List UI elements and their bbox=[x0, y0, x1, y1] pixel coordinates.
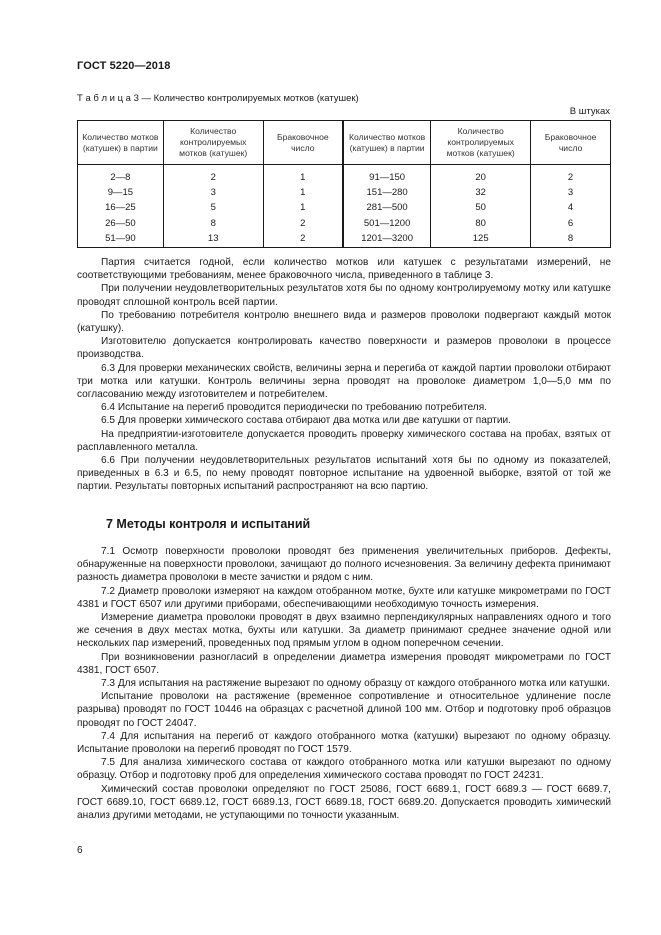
table-row bbox=[78, 200, 611, 215]
paragraph: 7.3 Для испытания на растяжение вырезают по одному образцу от каждого отобранного мотка или катушки. bbox=[101, 678, 610, 690]
table-cell: 281—500 bbox=[343, 200, 431, 215]
table-cell: 151—280 bbox=[343, 185, 431, 200]
column-header: Количество контролируемых мотков (катушек) bbox=[163, 121, 263, 165]
table-cell: 8 bbox=[163, 216, 263, 231]
table-row bbox=[78, 231, 611, 248]
table-cell: 501—1200 bbox=[343, 216, 431, 231]
paragraph: Испытание проволоки на растяжение (временное сопротивление и относительное удлинение после разрыва) проводят по ГОСТ 10446 на образцах с расчетной длиной 100 мм. Отбор и подготовку проб образцов проводят по ГОСТ 24047. bbox=[77, 691, 611, 729]
table-units: В штуках bbox=[569, 106, 610, 117]
table-header-row bbox=[78, 121, 611, 165]
table-cell: 16—25 bbox=[78, 200, 164, 215]
control-table bbox=[77, 120, 611, 248]
table-cell: 32 bbox=[431, 185, 531, 200]
table-cell: 1201—3200 bbox=[343, 231, 431, 248]
paragraph: Измерение диаметра проволоки проводят в двух взаимно перпендикулярных направлениях одного и того же сечения в двух местах мотка, бухты или катушки. За диаметр принимают среднее значение одной или нескольких пар измерений, проведенных под прямым углом в одном поперечном сечении. bbox=[77, 612, 611, 650]
table-cell: 8 bbox=[531, 231, 611, 248]
table-cell: 80 bbox=[431, 216, 531, 231]
table-cell: 2 bbox=[163, 165, 263, 186]
table-cell: 2—8 bbox=[78, 165, 164, 186]
table-cell: 4 bbox=[531, 200, 611, 215]
table-row bbox=[78, 185, 611, 200]
page-number: 6 bbox=[77, 845, 83, 856]
column-header: Количество мотков (катушек) в партии bbox=[343, 121, 431, 165]
table-cell: 9—15 bbox=[78, 185, 164, 200]
table-cell: 6 bbox=[531, 216, 611, 231]
table-cell: 51—90 bbox=[78, 231, 164, 248]
table-cell: 125 bbox=[431, 231, 531, 248]
table-cell: 5 bbox=[163, 200, 263, 215]
paragraph: 7.5 Для анализа химического состава от каждого отобранного мотка или катушки вырезают по одному образцу. Отбор и подготовку проб для определения химического состава проводят по ГОСТ 24231. bbox=[77, 757, 611, 782]
table-cell: 1 bbox=[263, 200, 343, 215]
table-caption: Т а б л и ц а 3 — Количество контролируемых мотков (катушек) bbox=[77, 93, 359, 104]
table-cell: 50 bbox=[431, 200, 531, 215]
table-cell: 91—150 bbox=[343, 165, 431, 186]
column-header: Браковочное число bbox=[531, 121, 611, 165]
table-row bbox=[78, 165, 611, 186]
paragraph: По требованию потребителя контролю внешнего вида и размеров проволоки подвергают каждый моток (катушку). bbox=[77, 309, 611, 335]
table-cell: 3 bbox=[163, 185, 263, 200]
body-text-block-a bbox=[77, 256, 611, 494]
document-header: ГОСТ 5220—2018 bbox=[77, 60, 171, 72]
table-cell: 20 bbox=[431, 165, 531, 186]
paragraph: 7.4 Для испытания на перегиб от каждого отобранного мотка (катушки) вырезают по одному образцу. Испытание проволоки на перегиб проводят по ГОСТ 1579. bbox=[77, 730, 611, 756]
body-text-block-b bbox=[77, 545, 611, 822]
paragraph: Химический состав проволоки определяют по ГОСТ 25086, ГОСТ 6689.1, ГОСТ 6689.3 — ГОСТ 6689.7, ГОСТ 6689.10, ГОСТ 6689.12, ГОСТ 6689.13, ГОСТ 6689.18, ГОСТ 6689.20. Допускается проводить химический анализ другими методами, не уступающими по точности указанным. bbox=[77, 783, 611, 822]
table-cell: 13 bbox=[163, 231, 263, 248]
paragraph: 7.1 Осмотр поверхности проволоки проводят без применения увеличительных приборов. Дефекты, обнаруженные на поверхности проволоки, зачищают до полного исчезновения. За величину дефекта принимают разность диаметра проволоки в месте зачистки и рядом с ним. bbox=[77, 546, 611, 584]
paragraph: При получении неудовлетворительных результатов хотя бы по одному контролируемому мотку или катушке проводят сплошной контроль всей партии. bbox=[77, 283, 611, 308]
paragraph: Изготовителю допускается контролировать качество поверхности и размеров проволоки в процессе производства. bbox=[77, 336, 611, 361]
table-cell: 2 bbox=[263, 231, 343, 248]
paragraph: 6.3 Для проверки механических свойств, величины зерна и перегиба от каждой партии проволоки отбирают три мотка или катушки. Контроль величины зерна проводят на проволоке диаметром 1,0—5,0 мм по согласованию между изготовителем и потребителем. bbox=[77, 362, 611, 401]
paragraph: На предприятии-изготовителе допускается проводить проверку химического состава на пробах, взятых от расплавленного металла. bbox=[77, 428, 611, 453]
table-cell: 2 bbox=[531, 165, 611, 186]
table-cell: 26—50 bbox=[78, 216, 164, 231]
paragraph: 6.5 Для проверки химического состава отбирают два мотка или две катушки от партии. bbox=[101, 415, 511, 427]
column-header: Количество контролируемых мотков (катушек) bbox=[431, 121, 531, 165]
paragraph: При возникновении разногласий в определении диаметра измерения проводят микрометрами по ГОСТ 4381, ГОСТ 6507. bbox=[77, 651, 611, 676]
paragraph: 6.4 Испытание на перегиб проводится периодически по требованию потребителя. bbox=[101, 402, 487, 414]
section-title: 7 Методы контроля и испытаний bbox=[106, 517, 311, 531]
column-header: Браковочное число bbox=[263, 121, 343, 165]
table-cell: 2 bbox=[263, 216, 343, 231]
paragraph: 6.6 При получении неудовлетворительных результатов испытаний хотя бы по одному из показателей, приведенных в 6.3 и 6.5, по нему проводят повторное испытание на удвоенной выборке, взятой от той же партии. Результаты повторных испытаний распространяют на всю партию. bbox=[77, 455, 611, 493]
table-cell: 1 bbox=[263, 185, 343, 200]
paragraph: 7.2 Диаметр проволоки измеряют на каждом отобранном мотке, бухте или катушке микрометрами по ГОСТ 4381 и ГОСТ 6507 или другими приборами, обеспечивающими необходимую точность измерения. bbox=[77, 585, 611, 610]
column-header: Количество мотков (катушек) в партии bbox=[78, 121, 164, 165]
paragraph: Партия считается годной, если количество мотков или катушек с результатами измерений, не соответствующими требованиям, менее браковочного числа, приведенного в таблице 3. bbox=[77, 257, 611, 282]
table-row bbox=[78, 216, 611, 231]
table-cell: 1 bbox=[263, 165, 343, 186]
table-cell: 3 bbox=[531, 185, 611, 200]
